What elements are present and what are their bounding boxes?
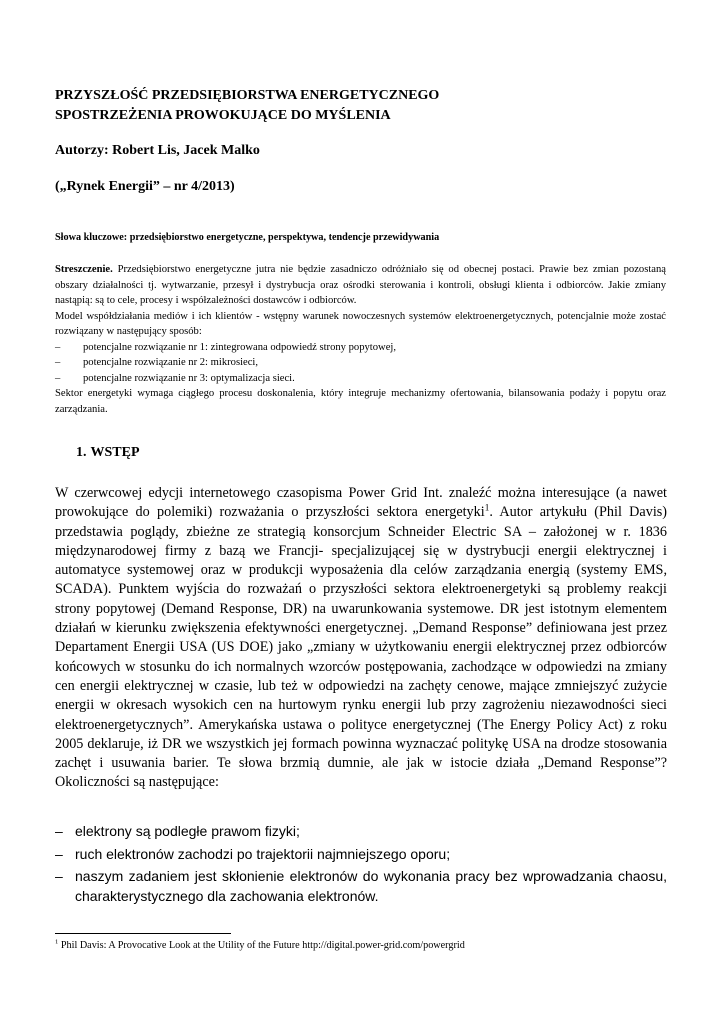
abstract-list-item-text: potencjalne rozwiązanie nr 1: zintegrowana odpowiedź strony popytowej, (83, 341, 396, 353)
abstract-paragraph-1 (55, 262, 666, 309)
body-paragraph (55, 484, 667, 793)
body-list-item (55, 867, 667, 906)
body-list-item-text: ruch elektronów zachodzi po trajektorii najmniejszego oporu; (75, 845, 451, 862)
body-list-item-text: elektrony są podległe prawom fizyki; (75, 823, 300, 839)
section-number: 1. (76, 445, 87, 460)
footnote-reference[interactable]: 1 (484, 502, 490, 513)
dash-bullet: – (55, 823, 63, 839)
title-line-2: SPOSTRZEŻENIA PROWOKUJĄCE DO MYŚLENIA (55, 108, 391, 123)
dash-bullet: – (55, 341, 61, 353)
abstract-paragraph-3: Sektor energetyki wymaga ciągłego procesu doskonalenia, który integruje mechanizmy ofertowania, bilansowania podaży i popytu oraz zarządzania. (55, 388, 666, 415)
document-title (55, 86, 439, 126)
footnote (55, 939, 465, 953)
body-text-part-a: W czerwcowej edycji internetowego czasopisma Power Grid Int. znaleźć można interesujące (a nawet prowokujące do polemiki) rozważania o przyszłości sektora energetyki (55, 485, 667, 521)
footnote-separator (55, 933, 231, 934)
abstract (55, 262, 666, 417)
body-paragraph-text (55, 484, 667, 793)
source-citation: („Rynek Energii” – nr 4/2013) (55, 179, 235, 194)
body-list-item-text: naszym zadaniem jest skłonienie elektronów do wykonania pracy bez wprowadzania chaosu, charakterystycznego dla zachowania elektronów. (75, 868, 667, 904)
keywords-line: Słowa kluczowe: przedsiębiorstwo energetyczne, perspektywa, tendencje przewidywania (55, 232, 440, 243)
abstract-list-item (55, 371, 666, 387)
dash-bullet: – (55, 357, 61, 368)
abstract-list-item (55, 355, 666, 371)
dash-bullet: – (55, 372, 61, 384)
body-list-item (55, 845, 667, 865)
section-heading (76, 444, 140, 462)
footnote-text: Phil Davis: A Provocative Look at the Utility of the Future http://digital.power-grid.com/powergrid (58, 940, 465, 951)
abstract-list-item-text: potencjalne rozwiązanie nr 3: optymalizacja sieci. (83, 372, 295, 384)
abstract-lead: Streszczenie. (55, 264, 113, 275)
dash-bullet: – (55, 868, 63, 884)
body-list (55, 822, 667, 909)
abstract-paragraph-2: Model współdziałania mediów i ich klientów - wstępny warunek nowoczesnych systemów elektroenergetycznych, potencjalnie może zostać rozwiązany w następujący sposób: (55, 310, 666, 337)
title-line-1: PRZYSZŁOŚĆ PRZEDSIĘBIORSTWA ENERGETYCZNEGO (55, 88, 440, 103)
abstract-list-item (55, 340, 666, 356)
authors-line: Autorzy: Robert Lis, Jacek Malko (55, 143, 260, 158)
footnote-mark: 1 (55, 938, 59, 946)
body-list-item (55, 822, 667, 842)
dash-bullet: – (55, 845, 63, 862)
body-text-part-b: . Autor artykułu (Phil Davis) przedstawia poglądy, zbieżne ze strategią konsorcjum Schneider Electric SA – założonej w r. 1836 międzynarodowej firmy z bazą we Francji- specjalizującej się w dystrybucji energii elektrycznej i automatyce systemowej oraz w produkcji wyposażenia dla celów zarządzania energią (systemy EMS, SCADA). Punktem wyjścia do rozważań o przyszłości sektora elektroenergetyki są problemy reakcji strony popytowej (Demand Response, DR) na uwarunkowania systemowe. DR jest istotnym elementem działań w kierunku zwiększenia efektywności energetycznej. „Demand Response” definiowana jest przez Departament Energii USA (US DOE) jako „zmiany w użytkowaniu energii elektrycznej przez odbiorców końcowych w stosunku do ich normalnych wzorców postępowania, zachodzące w odpowiedzi na zmiany cen energii elektrycznej w czasie, lub też w odpowiedzi na zachęty cenowe, mające zmniejszyć zużycie energii w okresach wysokich cen na hurtowym rynku energii lub przy zagrożeniu niezawodności sieci elektroenergetycznych”. Amerykańska ustawa o polityce energetycznej (The Energy Policy Act) z roku 2005 deklaruje, iż DR we wszystkich jej formach powinna wyznaczać politykę USA na drodze stosowania zachęt i usuwania barier. Te słowa brzmią dumnie, ale jak w istocie działa „Demand Response”? Okoliczności są następujące: (55, 504, 668, 791)
abstract-p1-text: Przedsiębiorstwo energetyczne jutra nie będzie zasadniczo odróżniało się od obecnej postaci. Prawie bez zmian pozostaną obszary działalności tj. wytwarzanie, przesył i dystrybucja oraz ośrodki sterowania i kontroli, obsługi klienta i odbiorców. Jakie zmiany nastąpią: są to cele, procesy i współzależności dostawców i odbiorców. (55, 264, 666, 306)
abstract-list-item-text: potencjalne rozwiązanie nr 2: mikrosieci, (83, 357, 259, 368)
section-title: WSTĘP (90, 445, 140, 460)
